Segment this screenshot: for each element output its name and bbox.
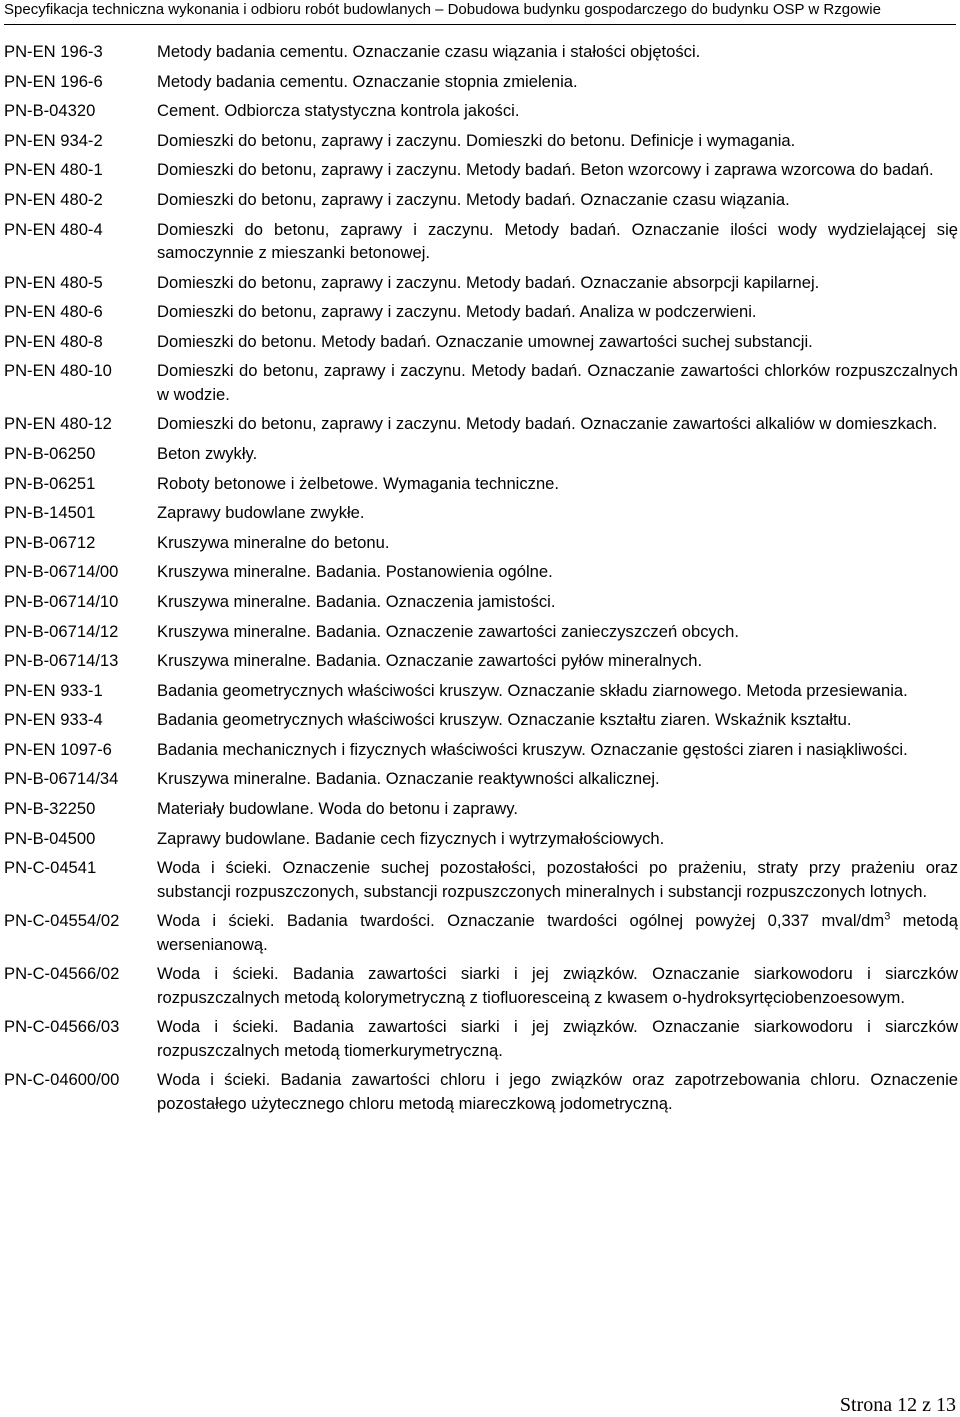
standard-code: PN-B-04500 (4, 828, 96, 848)
list-item (4, 649, 958, 672)
standard-code: PN-B-32250 (4, 799, 96, 819)
list-item (4, 767, 958, 790)
standard-description: Domieszki do betonu, zaprawy i zaczynu. Metody badań. Oznaczanie zawartości chlorków rozpuszczalnych w wodzie. (157, 361, 958, 404)
list-item (4, 590, 958, 613)
list-item (4, 412, 958, 435)
standard-description: Domieszki do betonu, zaprawy i zaczynu. Metody badań. Analiza w podczerwieni. (157, 302, 757, 322)
standard-description (157, 909, 958, 956)
standard-code: PN-B-04320 (4, 101, 96, 121)
standard-description: Domieszki do betonu, zaprawy i zaczynu. Metody badań. Beton wzorcowy i zaprawa wzorcowa do badań. (157, 160, 934, 180)
standard-description: Metody badania cementu. Oznaczanie czasu wiązania i stałości objętości. (157, 42, 701, 61)
standard-code: PN-C-04541 (4, 858, 97, 878)
standard-description: Domieszki do betonu. Metody badań. Oznaczanie umownej zawartości suchej substancji. (157, 331, 813, 351)
list-item (4, 40, 958, 63)
page-number: Strona 12 z 13 (839, 1394, 956, 1416)
standard-description: Kruszywa mineralne. Badania. Oznaczanie reaktywności alkalicznej. (157, 769, 660, 789)
list-item (4, 1015, 958, 1062)
standard-code: PN-B-06714/34 (4, 769, 119, 789)
standard-code: PN-EN 480-8 (4, 331, 103, 351)
standard-description: Kruszywa mineralne do betonu. (157, 532, 390, 552)
standard-code: PN-EN 933-4 (4, 710, 103, 730)
list-item (4, 359, 958, 406)
list-item (4, 797, 958, 820)
standard-description: Domieszki do betonu, zaprawy i zaczynu. Metody badań. Oznaczanie zawartości alkaliów w domieszkach. (157, 414, 938, 434)
list-item (4, 679, 958, 702)
standard-code: PN-B-06714/00 (4, 562, 119, 582)
standard-code: PN-EN 480-1 (4, 160, 103, 180)
list-item (4, 129, 958, 152)
standard-code: PN-EN 196-3 (4, 42, 103, 61)
page-header: Specyfikacja techniczna wykonania i odbioru robót budowlanych – Dobudowa budynku gospodarczego do budynku OSP w Rzgowie (4, 0, 956, 25)
description-text: Woda i ścieki. Badania twardości. Oznaczanie twardości ogólnej powyżej 0,337 mval/dm (157, 911, 885, 931)
standard-code: PN-EN 480-5 (4, 272, 103, 292)
standard-description: Domieszki do betonu, zaprawy i zaczynu. Metody badań. Oznaczanie czasu wiązania. (157, 189, 790, 209)
list-item (4, 70, 958, 93)
standard-code: PN-B-06714/10 (4, 591, 119, 611)
standard-description: Badania mechanicznych i fizycznych właściwości kruszyw. Oznaczanie gęstości ziaren i nasiąkliwości. (157, 739, 908, 759)
standard-description: Zaprawy budowlane. Badanie cech fizycznych i wytrzymałościowych. (157, 828, 665, 848)
standard-description: Badania geometrycznych właściwości kruszyw. Oznaczanie składu ziarnowego. Metoda przesiewania. (157, 680, 908, 700)
standard-description: Woda i ścieki. Oznaczenie suchej pozostałości, pozostałości po prażeniu, straty przy prażeniu oraz substancji rozpuszczonych, substancji rozpuszczonych mineralnych i substancji rozpuszczonych lotnych. (157, 858, 958, 901)
standard-code: PN-EN 480-12 (4, 414, 112, 434)
list-item (4, 218, 958, 265)
standard-description: Woda i ścieki. Badania zawartości siarki i jej związków. Oznaczanie siarkowodoru i siarczków rozpuszczalnych metodą kolorymetryczną z tiofluoresceiną z kwasem o-hydroksyrtęciobenzoesowym. (157, 964, 958, 1007)
list-item (4, 856, 958, 903)
standard-description: Kruszywa mineralne. Badania. Postanowienia ogólne. (157, 562, 553, 582)
list-item (4, 99, 958, 122)
standard-description: Beton zwykły. (157, 443, 258, 463)
standard-description: Domieszki do betonu, zaprawy i zaczynu. Metody badań. Oznaczanie ilości wody wydzielającej się samoczynnie z mieszanki betonowej. (157, 219, 958, 262)
standard-code: PN-C-04600/00 (4, 1070, 120, 1090)
standard-description: Woda i ścieki. Badania zawartości chloru i jego związków oraz zapotrzebowania chloru. Oznaczenie pozostałego użytecznego chloru metodą miareczkową jodometryczną. (157, 1070, 958, 1113)
standard-code: PN-B-06251 (4, 473, 96, 493)
list-item (4, 188, 958, 211)
standard-description: Roboty betonowe i żelbetowe. Wymagania techniczne. (157, 473, 560, 493)
standard-description: Metody badania cementu. Oznaczanie stopnia zmielenia. (157, 71, 578, 91)
standard-description: Materiały budowlane. Woda do betonu i zaprawy. (157, 799, 518, 819)
list-item (4, 300, 958, 323)
standard-code: PN-EN 1097-6 (4, 739, 112, 759)
standard-code: PN-B-06714/12 (4, 621, 119, 641)
standard-code: PN-EN 196-6 (4, 71, 103, 91)
standard-code: PN-C-04566/02 (4, 964, 120, 984)
standard-description: Woda i ścieki. Badania zawartości siarki i jej związków. Oznaczanie siarkowodoru i siarczków rozpuszczalnych metodą tiomerkurymetryczną. (157, 1017, 958, 1060)
standard-code: PN-B-06712 (4, 532, 96, 552)
list-item (4, 472, 958, 495)
standard-code: PN-C-04566/03 (4, 1017, 120, 1037)
standards-list (4, 40, 958, 1121)
standard-code: PN-B-14501 (4, 503, 96, 523)
list-item (4, 531, 958, 554)
standard-description: Kruszywa mineralne. Badania. Oznaczenie zawartości zanieczyszczeń obcych. (157, 621, 739, 641)
standard-code: PN-EN 480-4 (4, 219, 103, 239)
list-item (4, 738, 958, 761)
list-item (4, 708, 958, 731)
list-item (4, 158, 958, 181)
standard-code: PN-EN 480-6 (4, 302, 103, 322)
list-item (4, 330, 958, 353)
standard-description: Kruszywa mineralne. Badania. Oznaczenia jamistości. (157, 591, 556, 611)
standard-description: Domieszki do betonu, zaprawy i zaczynu. Domieszki do betonu. Definicje i wymagania. (157, 130, 796, 150)
list-item (4, 560, 958, 583)
list-item (4, 827, 958, 850)
standard-description: Badania geometrycznych właściwości kruszyw. Oznaczanie kształtu ziaren. Wskaźnik kształtu. (157, 710, 852, 730)
list-item (4, 909, 958, 956)
list-item (4, 442, 958, 465)
standard-code: PN-EN 933-1 (4, 680, 103, 700)
standard-description: Kruszywa mineralne. Badania. Oznaczanie zawartości pyłów mineralnych. (157, 651, 703, 671)
standard-code: PN-EN 480-10 (4, 361, 112, 381)
standard-description: Zaprawy budowlane zwykłe. (157, 503, 365, 523)
description-text: metodą wersenianową. (157, 911, 958, 954)
standard-description: Domieszki do betonu, zaprawy i zaczynu. Metody badań. Oznaczanie absorpcji kapilarnej. (157, 272, 820, 292)
list-item (4, 501, 958, 524)
list-item (4, 1068, 958, 1115)
list-item (4, 962, 958, 1009)
standard-code: PN-B-06250 (4, 443, 96, 463)
standard-code: PN-C-04554/02 (4, 911, 120, 931)
superscript: 3 (884, 910, 891, 923)
standard-description: Cement. Odbiorcza statystyczna kontrola jakości. (157, 101, 520, 121)
standard-code: PN-B-06714/13 (4, 651, 119, 671)
standard-code: PN-EN 934-2 (4, 130, 103, 150)
list-item (4, 271, 958, 294)
standard-code: PN-EN 480-2 (4, 189, 103, 209)
list-item (4, 620, 958, 643)
